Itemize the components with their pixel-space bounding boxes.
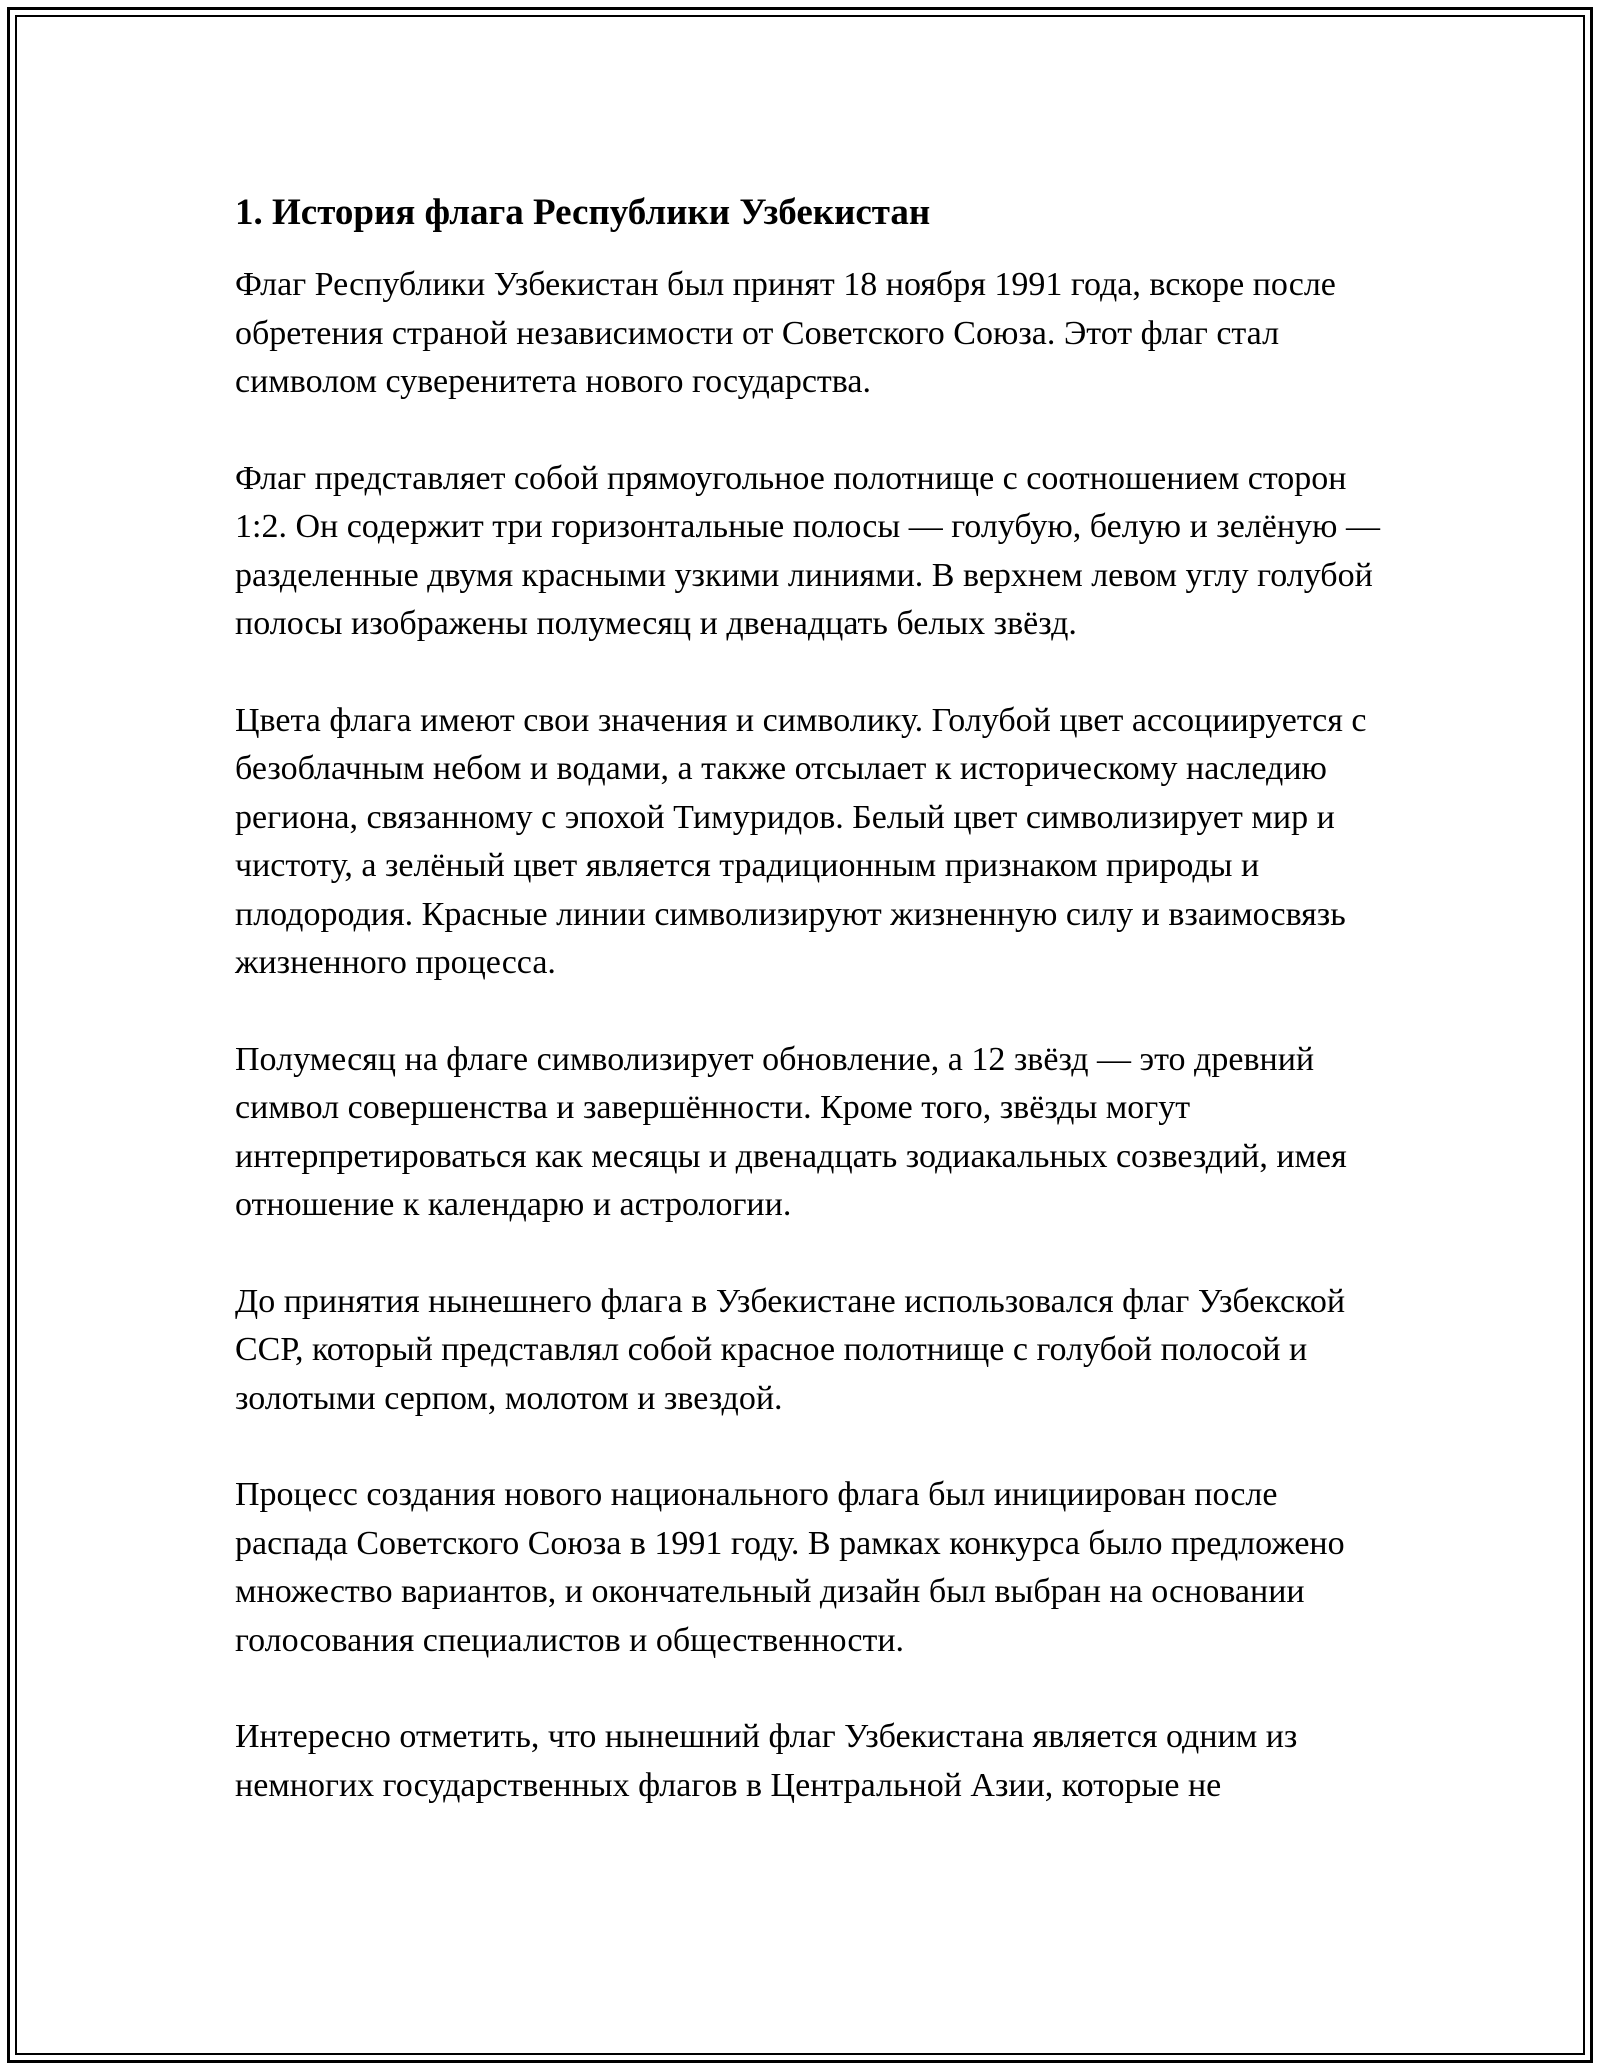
section-heading: 1. История флага Республики Узбекистан bbox=[235, 192, 931, 233]
paragraph-soviet-flag: До принятия нынешнего флага в Узбекистане использовался флаг Узбекской ССР, который представлял собой красное полотнище с голубой полосой и золотыми серпом, молотом и звездой. bbox=[235, 1282, 1346, 1417]
paragraph-adoption: Флаг Республики Узбекистан был принят 18 ноября 1991 года, вскоре после обретения страной независимости от Советского Союза. Этот флаг стал символом суверенитета нового государства. bbox=[235, 266, 1336, 400]
document-body bbox=[235, 185, 1385, 1858]
paragraph-design-process: Процесс создания нового национального флага был инициирован после распада Советского Союза в 1991 году. В рамках конкурса было предложено множество вариантов, и окончательный дизайн был выбран на основании голосования специалистов и общественности. bbox=[235, 1476, 1345, 1659]
paragraph-crescent-stars: Полумесяц на флаге символизирует обновление, а 12 звёзд — это древний символ совершенства и завершённости. Кроме того, звёзды могут интерпретироваться как месяцы и двенадцать зодиакальных созвездий, имея отношение к календарю и астрологии. bbox=[235, 1040, 1347, 1223]
paragraph-colors: Цвета флага имеют свои значения и символику. Голубой цвет ассоциируется с безоблачным небом и водами, а также отсылает к историческому наследию региона, связанному с эпохой Тимуридов. Белый цвет символизирует мир и чистоту, а зелёный цвет является традиционным признаком природы и плодородия. Красные линии символизируют жизненную силу и взаимосвязь жизненного процесса. bbox=[235, 701, 1367, 981]
paragraph-description: Флаг представляет собой прямоугольное полотнище с соотношением сторон 1:2. Он содержит три горизонтальные полосы — голубую, белую и зелёную — разделенные двумя красными узкими линиями. В верхнем левом углу голубой полосы изображены полумесяц и двенадцать белых звёзд. bbox=[235, 459, 1380, 642]
paragraph-interesting-fact: Интересно отметить, что нынешний флаг Узбекистана является одним из немногих государственных флагов в Центральной Азии, которые не bbox=[235, 1718, 1298, 1804]
